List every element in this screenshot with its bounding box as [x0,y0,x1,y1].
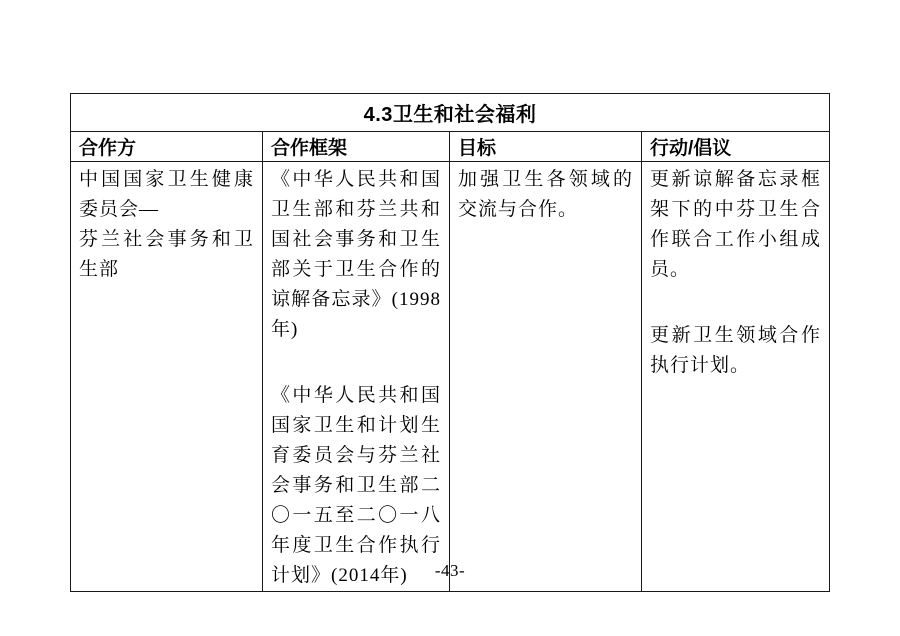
actions-paragraph-1: 更新谅解备忘录框架下的中芬卫生合作联合工作小组成员。 [650,169,821,280]
cooperation-table [70,93,830,592]
header-framework: 合作框架 [263,132,450,162]
header-actions: 行动/倡议 [642,132,830,162]
header-partner: 合作方 [71,132,263,162]
cell-partner [71,162,263,592]
cell-actions [642,162,830,592]
goal-paragraph-1: 加强卫生各领域的交流与合作。 [458,169,633,220]
table-header-row [71,132,830,162]
table-title: 4.3卫生和社会福利 [71,94,830,132]
framework-paragraph-1: 《中华人民共和国卫生部和芬兰共和国社会事务和卫生部关于卫生合作的谅解备忘录》(1998年) [271,169,441,340]
table-title-row [71,94,830,132]
cell-goal [450,162,642,592]
page-number: -43- [434,561,466,580]
partner-name-line-1: 中国国家卫生健康委员会— [79,169,254,220]
partner-name-line-2: 芬兰社会事务和卫生部 [79,229,254,280]
header-goal: 目标 [450,132,642,162]
cell-framework [263,162,450,592]
table-body-row [71,162,830,592]
actions-paragraph-2: 更新卫生领域合作执行计划。 [650,325,821,376]
framework-paragraph-2: 《中华人民共和国国家卫生和计划生育委员会与芬兰社会事务和卫生部二〇一五至二〇一八年度卫生合作执行计划》(2014年) [271,385,441,586]
